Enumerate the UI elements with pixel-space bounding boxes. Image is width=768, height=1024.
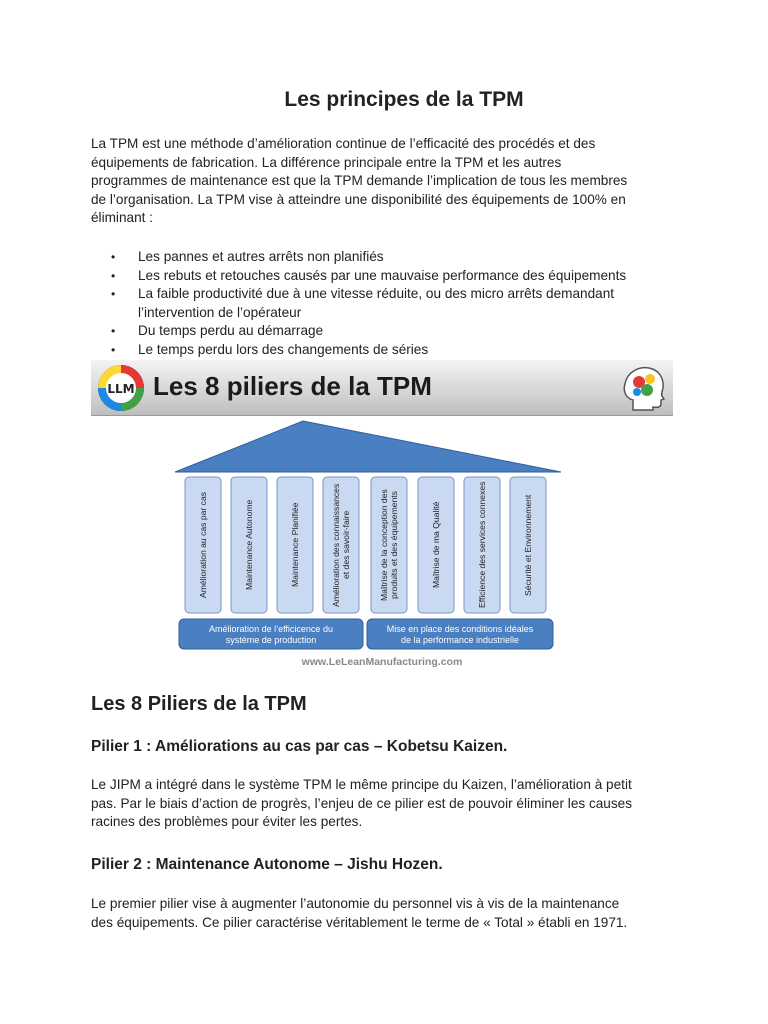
intro-line: éliminant :: [91, 210, 153, 225]
bullet-list: [91, 248, 691, 359]
llm-logo-icon: [95, 362, 147, 414]
figure-banner: [91, 360, 673, 416]
svg-text:LLM: LLM: [107, 382, 135, 396]
intro-paragraph: [91, 135, 681, 228]
pillar2-heading: Pilier 2 : Maintenance Autonome – Jishu Hozen.: [91, 856, 443, 873]
brain-gears-icon: [617, 362, 669, 414]
base-right-label: Mise en place des conditions idéales de la performance industrielle: [386, 624, 534, 645]
figure-banner-title: Les 8 piliers de la TPM: [153, 371, 432, 401]
list-item-text: La faible productivité due à une vitesse réduite, ou des micro arrêts demandant: [138, 286, 615, 301]
list-item: [91, 322, 691, 341]
list-item: [91, 285, 691, 322]
pillar-label: Amélioration des connaissances et des savoir-faire: [331, 483, 351, 607]
pillar-label: Efficience des services connexes: [477, 481, 487, 609]
list-item: [91, 267, 691, 286]
pillar-label: Maîtrise de la conception des produits et des équipements: [379, 489, 399, 601]
pillar-label: Maintenance Planifiée: [290, 502, 300, 588]
intro-line: La TPM est une méthode d’amélioration continue de l’efficacité des procédés et des: [91, 136, 596, 151]
pillar-label: Amélioration au cas par cas: [198, 491, 208, 599]
list-item-text: l’intervention de l’opérateur: [138, 304, 302, 320]
list-item-text: Les pannes et autres arrêts non planifiés: [138, 249, 384, 264]
list-item-text: Les rebuts et retouches causés par une mauvaise performance des équipements: [138, 267, 627, 283]
intro-line: programmes de maintenance est que la TPM demande l’implication de tous les membres: [91, 173, 628, 188]
pillar-label: Maîtrise de ma Qualité: [431, 501, 441, 589]
list-item-text: Du temps perdu au démarrage: [138, 323, 324, 338]
list-item: [91, 248, 691, 267]
section-title: Les 8 Piliers de la TPM: [91, 693, 307, 715]
pillar2-paragraph: [91, 895, 681, 932]
pillar-label: Sécurité et Environnement: [523, 494, 533, 596]
pillar1-heading: Pilier 1 : Améliorations au cas par cas – Kobetsu Kaizen.: [91, 738, 508, 755]
list-item: [91, 341, 691, 360]
paragraph-line: pas. Par le biais d’action de progrès, l’enjeu de ce pilier est de pouvoir éliminer les causes: [91, 795, 633, 811]
list-item-text: Le temps perdu lors des changements de séries: [138, 341, 429, 357]
base-left-label: Amélioration de l’efficicence du système de production: [209, 624, 333, 645]
intro-line: équipements de fabrication. La différence principale entre la TPM et les autres: [91, 154, 562, 170]
intro-line: de l’organisation. La TPM vise à atteindre une disponibilité des équipements de 100% en: [91, 191, 626, 207]
paragraph-line: racines des problèmes pour éviter les pertes.: [91, 814, 363, 829]
pillar-label: Maintenance Autonome: [244, 499, 254, 591]
paragraph-line: Le premier pilier vise à augmenter l’autonomie du personnel vis à vis de la maintenance: [91, 896, 620, 911]
tpm-pillars-figure: [91, 360, 673, 672]
temple-roof: [175, 421, 561, 472]
paragraph-line: Le JIPM a intégré dans le système TPM le même principe du Kaizen, l’amélioration à petit: [91, 777, 632, 792]
website-caption: www.LeLeanManufacturing.com: [301, 656, 463, 668]
paragraph-line: des équipements. Ce pilier caractérise véritablement le terme de « Total » établi en 1971.: [91, 914, 628, 930]
page-title: Les principes de la TPM: [284, 88, 524, 111]
pillar1-paragraph: [91, 776, 681, 832]
